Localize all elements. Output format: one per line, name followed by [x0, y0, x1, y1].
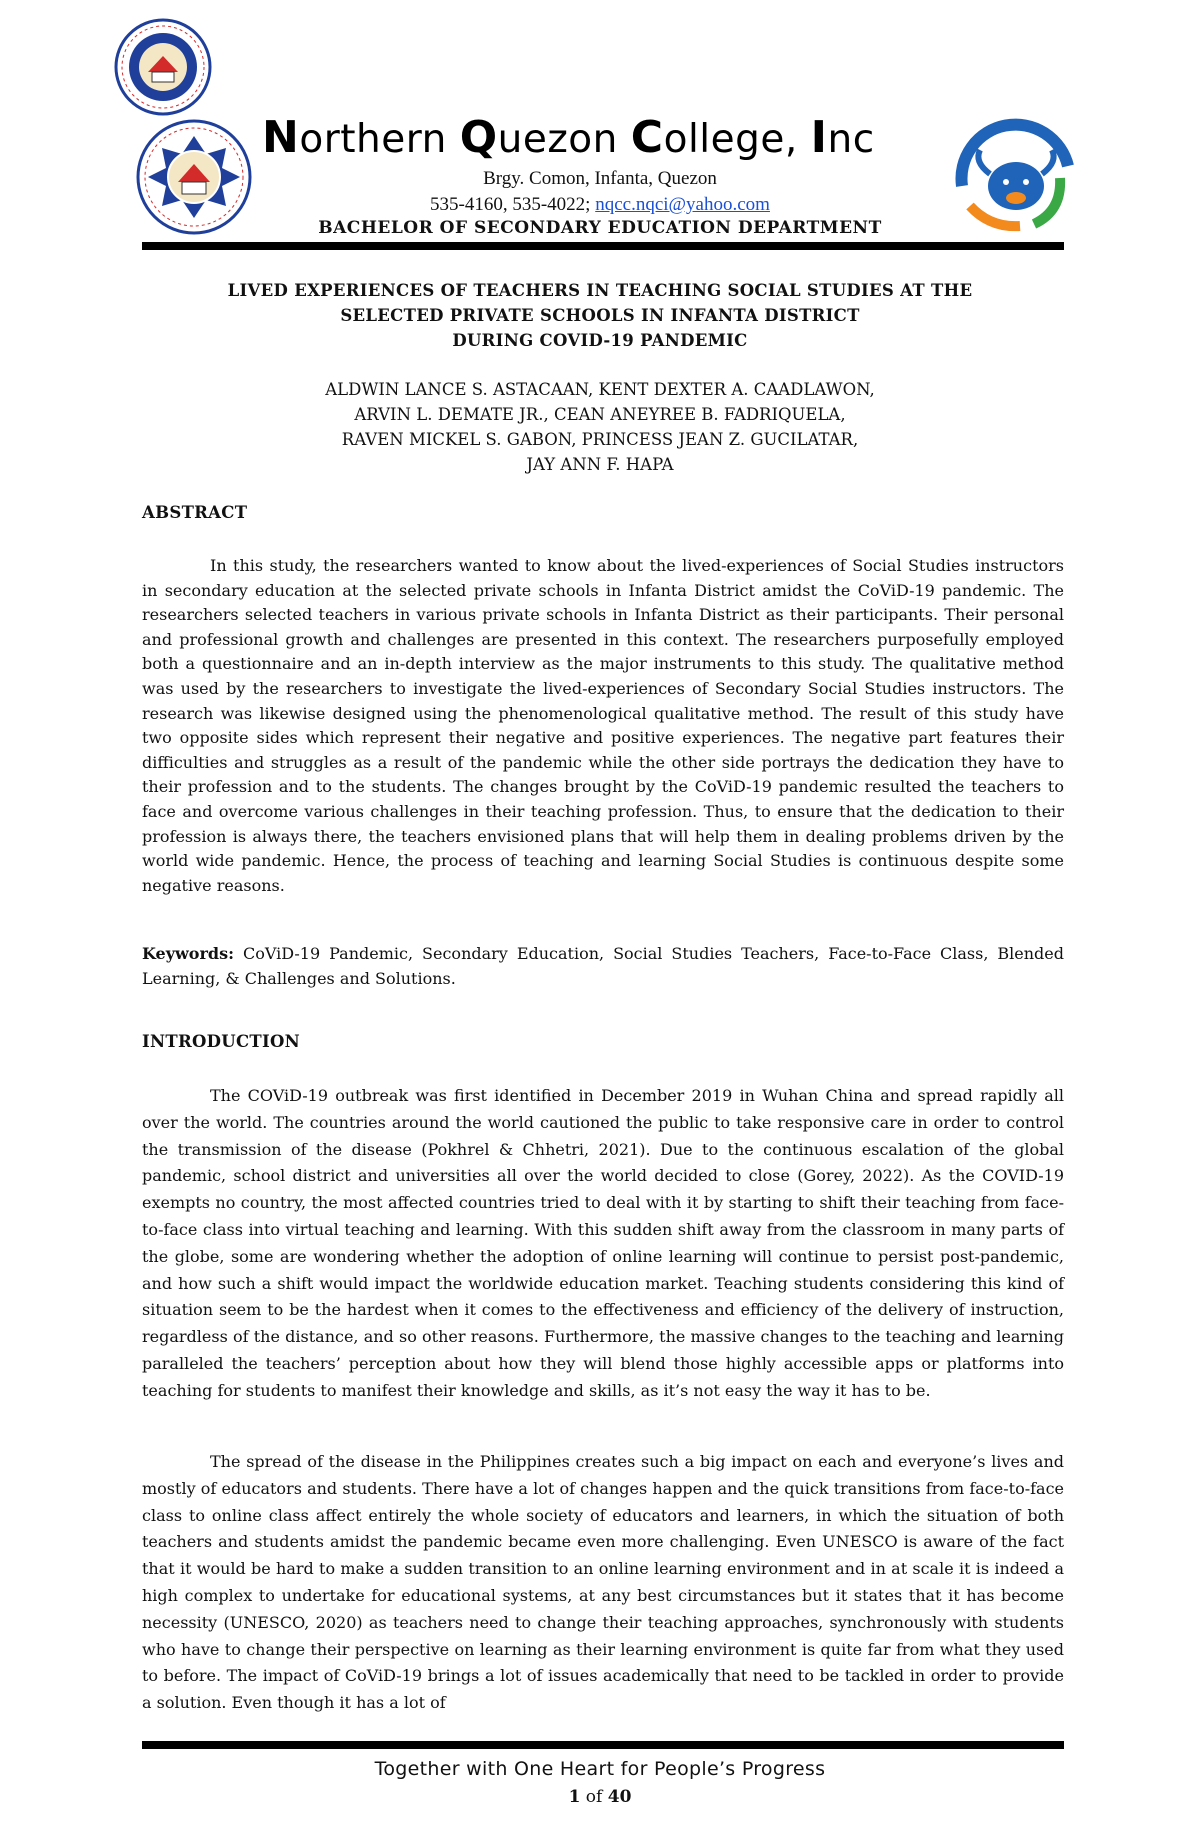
- college-name-part: uezon: [497, 117, 631, 162]
- paper-title-line: LIVED EXPERIENCES OF TEACHERS IN TEACHING SOCIAL STUDIES AT THE: [227, 281, 973, 300]
- college-name: [262, 112, 942, 163]
- college-seal-logo-top: [98, 18, 228, 116]
- authors-line: ALDWIN LANCE S. ASTACAAN, KENT DEXTER A. CAADLAWON,: [325, 380, 875, 399]
- paper-authors: [150, 377, 1050, 477]
- college-phone-numbers: 535-4160, 535-4022;: [430, 194, 596, 215]
- page-of-label: of: [580, 1787, 608, 1807]
- introduction-paragraph-1: The COViD-19 outbreak was first identified in December 2019 in Wuhan China and spread rapidly all over the world. The countries around the world cautioned the public to take responsive care in order to control the transmission of the disease (Pokhrel & Chhetri, 2021). Due to the continuous escalation of the global pandemic, school district and universities all over the world decided to close (Gorey, 2022). As the COVID-19 exempts no country, the most affected countries tried to deal with it by starting to shift their teaching from face-to-face class into virtual teaching and learning. With this sudden shift away from the classroom in many parts of the globe, some are wondering whether the adoption of online learning will continue to persist post-pandemic, and how such a shift would impact the worldwide education market. Teaching students considering this kind of situation seem to be the hardest when it comes to the effectiveness and efficiency of the delivery of instruction, regardless of the distance, and so other reasons. Furthermore, the massive changes to the teaching and learning paralleled the teachers’ perception about how they will blend those highly accessible apps or platforms into teaching for students to manifest their knowledge and skills, as it’s not easy the way it has to be.: [142, 1086, 1064, 1400]
- college-contact: [0, 194, 1200, 216]
- college-name-part: nc: [827, 117, 875, 162]
- paper-title-line: SELECTED PRIVATE SCHOOLS IN INFANTA DISTRICT: [340, 306, 860, 325]
- college-name-initial-i: I: [810, 112, 828, 163]
- header-divider: [142, 242, 1064, 250]
- authors-line: JAY ANN F. HAPA: [526, 455, 674, 474]
- abstract-paragraph: In this study, the researchers wanted to know about the lived-experiences of Social Studies instructors in secondary education at the selected private schools in Infanta District amidst the CoViD-19 pandemic. The researchers selected teachers in various private schools in Infanta District as their participants. Their personal and professional growth and challenges are presented in this context. The researchers purposefully employed both a questionnaire and an in-depth interview as the major instruments to this study. The qualitative method was used by the researchers to investigate the lived-experiences of Secondary Social Studies instructors. The research was likewise designed using the phenomenological qualitative method. The result of this study have two opposite sides which represent their negative and positive experiences. The negative part features their difficulties and struggles as a result of the pandemic while the other side portrays the dedication they have to their profession and to the students. The changes brought by the CoViD-19 pandemic resulted the teachers to face and overcome various challenges in their teaching profession. Thus, to ensure that the dedication to their profession is always there, the teachers envisioned plans that will help them in dealing problems driven by the world wide pandemic. Hence, the process of teaching and learning Social Studies is continuous despite some negative reasons.: [142, 556, 1064, 895]
- authors-line: RAVEN MICKEL S. GABON, PRINCESS JEAN Z. GUCILATAR,: [341, 430, 859, 449]
- college-name-initial-n: N: [262, 112, 300, 163]
- abstract-heading: ABSTRACT: [142, 503, 248, 522]
- college-email-link[interactable]: nqcc.nqci@yahoo.com: [595, 194, 770, 215]
- authors-line: ARVIN L. DEMATE JR., CEAN ANEYREE B. FADRIQUELA,: [354, 405, 846, 424]
- department-name: BACHELOR OF SECONDARY EDUCATION DEPARTMENT: [318, 218, 882, 238]
- college-name-part: orthern: [299, 117, 460, 162]
- college-address: Brgy. Comon, Infanta, Quezon: [483, 168, 717, 189]
- keywords-label: Keywords:: [142, 944, 235, 963]
- footer-motto: Together with One Heart for People’s Progress: [374, 1758, 826, 1780]
- college-name-initial-c: C: [630, 112, 664, 163]
- paper-title-line: DURING COVID-19 PANDEMIC: [452, 331, 748, 350]
- page-number: [0, 1787, 1200, 1807]
- introduction-paragraph-2: The spread of the disease in the Philippines creates such a big impact on each and everyone’s lives and mostly of educators and students. There have a lot of changes happen and the quick transitions from face-to-face class to online class affect entirely the whole society of educators and learners, in which the situation of both teachers and students amidst the pandemic became even more challenging. Even UNESCO is aware of the fact that it would be hard to make a sudden transition to an online learning environment and in at scale it is indeed a high complex to undertake for educational systems, at any best circumstances but it states that it has become necessity (UNESCO, 2020) as teachers need to change their teaching approaches, synchronously with students who have to change their perspective on learning as their learning environment is quite far from what they used to before. The impact of CoViD-19 brings a lot of issues academically that need to be tackled in order to provide a solution. Even though it has a lot of: [142, 1452, 1064, 1713]
- keywords-paragraph: [142, 942, 1064, 991]
- page-total: 40: [607, 1787, 632, 1807]
- college-name-initial-q: Q: [459, 112, 498, 163]
- introduction-heading: INTRODUCTION: [142, 1032, 301, 1051]
- footer-divider: [142, 1741, 1064, 1749]
- paper-title: [150, 278, 1050, 353]
- college-name-part: ollege,: [663, 117, 811, 162]
- page-current: 1: [568, 1787, 581, 1807]
- keywords-list: CoViD-19 Pandemic, Secondary Education, Social Studies Teachers, Face-to-Face Class, Blended Learning, & Challenges and Solutions.: [142, 944, 1064, 988]
